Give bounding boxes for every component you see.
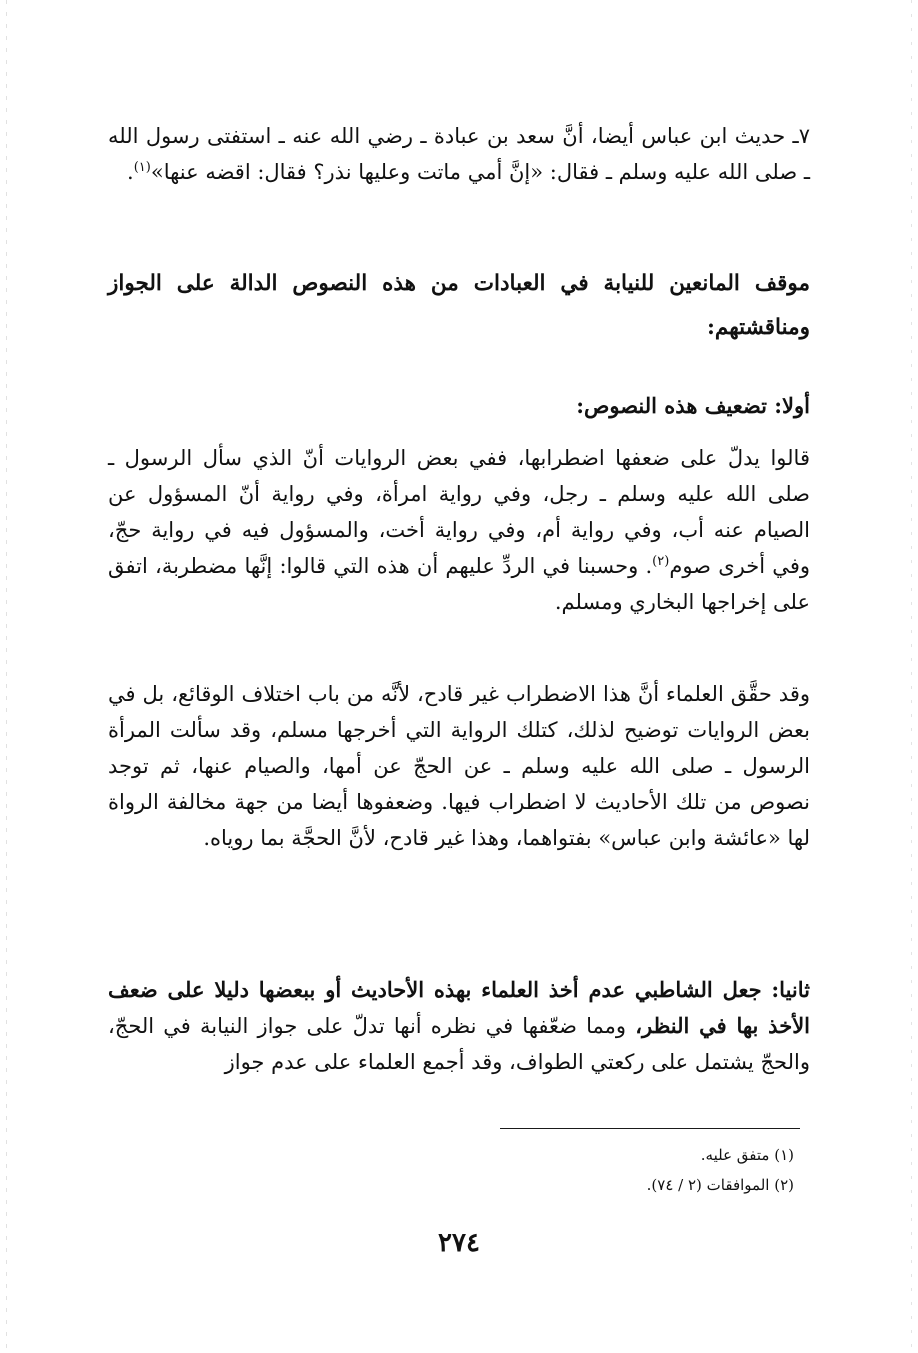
paragraph-text bbox=[108, 440, 810, 620]
first-heading: أولا: تضعيف هذه النصوص: bbox=[576, 393, 810, 418]
first-heading-block bbox=[108, 388, 810, 424]
footnote-ref-2: (٢) bbox=[652, 554, 670, 569]
paragraph-rebuttal bbox=[108, 676, 810, 856]
footnote-1: (١) متفق عليه. bbox=[700, 1146, 794, 1164]
paragraph-body: ٧ـ حديث ابن عباس أيضا، أنَّ سعد بن عبادة ـ رضي الله عنه ـ استفتى رسول الله ـ صلى الله عليه وسلم ـ فقال: «إنَّ أمي ماتت وعليها نذر؟ فقال: اقضه عنها» bbox=[108, 124, 810, 184]
paragraph-text: وقد حقَّق العلماء أنَّ هذا الاضطراب غير قادح، لأنَّه من باب اختلاف الوقائع، بل في بعض الروايات توضيح لذلك، كتلك الرواية التي أخرجها مسلم، وقد سألت المرأة الرسول ـ صلى الله عليه وسلم ـ عن الحجّ عن أمها، والصيام عنها، ثم توجد نصوص من تلك الأحاديث لا اضطراب فيها. وضعفوها أيضا من جهة مخالفة الرواة لها «عائشة وابن عباس» بفتواهما، وهذا غير قادح، لأنَّ الحجَّة بما روياه. bbox=[108, 682, 810, 850]
paragraph-body: قالوا يدلّ على ضعفها اضطرابها، ففي بعض الروايات أنّ الذي سأل الرسول ـ صلى الله عليه وسلم ـ رجل، وفي رواية امرأة، وفي رواية أنّ المسؤول عن الصيام عنه أب، وفي رواية أم، وفي رواية أخت، والمسؤول فيه في رواية حجّ، وفي أخرى صوم bbox=[108, 446, 810, 578]
footnote-ref-1: (١) bbox=[133, 160, 151, 175]
paragraph-text bbox=[108, 118, 810, 190]
paragraph-continuation: . وحسبنا في الردِّ عليهم أن هذه التي قالوا: إنَّها مضطربة، اتفق على إخراجها البخاري ومسلم. bbox=[108, 554, 810, 614]
second-heading-run: ثانيا: جعل الشاطبي عدم أخذ العلماء بهذه الأحاديث أو ببعضها دليلا على ضعف الأخذ بها في النظر، bbox=[108, 977, 811, 1038]
section-heading: موقف المانعين للنيابة في العبادات من هذه النصوص الدالة على الجواز ومناقشتهم: bbox=[108, 271, 810, 340]
page-number: ٢٧٤ bbox=[438, 1228, 480, 1258]
scan-edge-artifact bbox=[6, 0, 7, 1353]
footnotes bbox=[294, 1140, 794, 1200]
paragraph-first-argument bbox=[108, 440, 810, 620]
footnote-separator bbox=[500, 1128, 800, 1129]
paragraph-hadith-7 bbox=[108, 118, 810, 190]
paragraph-second-argument bbox=[108, 972, 810, 1080]
paragraph-end: . bbox=[127, 160, 134, 184]
paragraph-text bbox=[108, 972, 810, 1080]
footnote-2: (٢) الموافقات (٢ / ٧٤). bbox=[646, 1176, 794, 1194]
scan-edge-artifact bbox=[911, 0, 912, 1353]
section-heading-block bbox=[108, 262, 810, 350]
paragraph-body: ومما ضعّفها في نظره أنها تدلّ على جواز النيابة في الحجّ، والحجّ يشتمل على ركعتي الطواف، وقد أجمع العلماء على عدم جواز bbox=[108, 1014, 810, 1074]
